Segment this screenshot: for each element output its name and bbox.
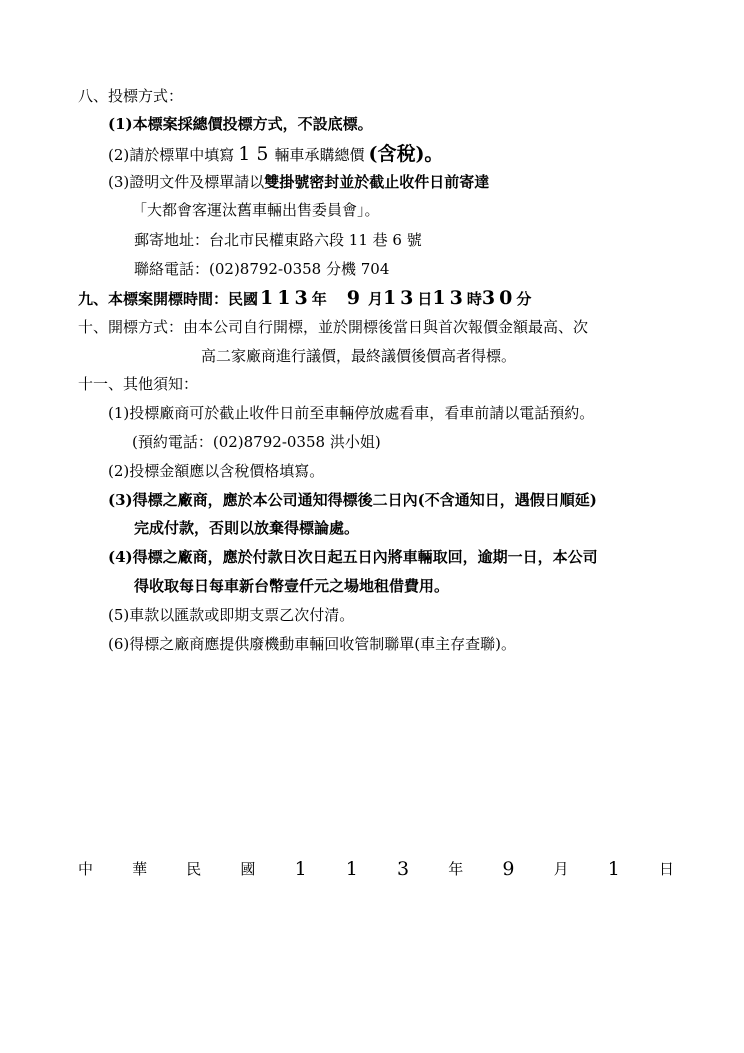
section-11-item-6: (6)得標之廠商應提供廢機動車輛回收管制聯單(車主存查聯)。 [108, 635, 516, 653]
s9-hour: 13 [432, 287, 467, 309]
section-11-item-4-cont: 得收取每日每車新台幣壹仟元之場地租借費用。 [134, 577, 450, 595]
section-11-item-4: (4)得標之廠商，應於付款日次日起五日內將車輛取回，逾期一日，本公司 [108, 548, 598, 566]
s9-text-a: 九、本標案開標時間：民國 [78, 290, 259, 308]
s9-text-e: 時 [466, 290, 482, 308]
date-day-label: 日 [658, 860, 674, 878]
section-11-title: 十一、其他須知： [78, 375, 199, 393]
date-day: 1 [607, 858, 620, 880]
section-11-item-5: (5)車款以匯款或即期支票乙次付清。 [108, 606, 355, 624]
document-date [78, 858, 674, 880]
date-char-1: 中 [78, 860, 94, 878]
section-11-item-3-cont: 完成付款，否則以放棄得標論處。 [134, 519, 360, 537]
section-8-item-2 [108, 144, 443, 165]
date-year-digit-3: 3 [397, 858, 410, 880]
section-9-opening-time [78, 288, 531, 309]
s9-day: 13 [382, 287, 418, 309]
section-8-item-1: (1)本標案採總價投標方式，不設底標。 [108, 115, 373, 133]
date-char-2: 華 [132, 860, 148, 878]
section-10-line-2: 高二家廠商進行議價，最終議價後價高者得標。 [201, 347, 517, 365]
section-11-item-1: (1)投標廠商可於截止收件日前至車輛停放處看車，看車前請以電話預約。 [108, 404, 595, 422]
vehicle-count: 15 [238, 143, 275, 165]
section-8-phone: 聯絡電話：(02)8792-0358 分機 704 [134, 260, 390, 278]
date-char-4: 國 [240, 860, 256, 878]
s9-year: 113 [260, 287, 312, 309]
date-year-label: 年 [448, 860, 464, 878]
item-2-text-a: (2)請於標單中填寫 [108, 146, 235, 164]
date-char-3: 民 [186, 860, 202, 878]
section-11-item-1-phone: (預約電話：(02)8792-0358 洪小姐) [132, 433, 381, 451]
item-3-text-bold: 雙掛號密封並於截止收件日前寄達 [264, 173, 490, 191]
section-8-recipient: 「大都會客運汰舊車輛出售委員會」。 [132, 201, 380, 219]
date-month-label: 月 [553, 860, 569, 878]
section-8-title: 八、投標方式： [78, 87, 184, 105]
s9-text-b: 年 [311, 290, 327, 308]
date-year-digit-2: 1 [345, 858, 358, 880]
s9-text-d: 日 [417, 290, 433, 308]
section-11-item-3: (3)得標之廠商，應於本公司通知得標後二日內(不含通知日，遇假日順延) [108, 491, 597, 509]
item-3-text-a: (3)證明文件及標單請以 [108, 173, 265, 191]
s9-month: 9 [346, 287, 360, 309]
item-2-text-c: (含稅)。 [368, 143, 444, 165]
section-8-item-3 [108, 172, 489, 192]
section-11-item-2: (2)投標金額應以含稅價格填寫。 [108, 462, 325, 480]
date-month: 9 [502, 858, 515, 880]
section-8-address: 郵寄地址：台北市民權東路六段 11 巷 6 號 [134, 231, 422, 249]
section-10-line-1: 十、開標方式：由本公司自行開標，並於開標後當日與首次報價金額最高、次 [78, 318, 589, 336]
s9-minute: 30 [481, 287, 517, 309]
item-2-text-b: 輛車承購總價 [274, 146, 365, 164]
s9-text-c: 月 [367, 290, 383, 308]
s9-text-f: 分 [516, 290, 532, 308]
date-year-digit-1: 1 [294, 858, 307, 880]
